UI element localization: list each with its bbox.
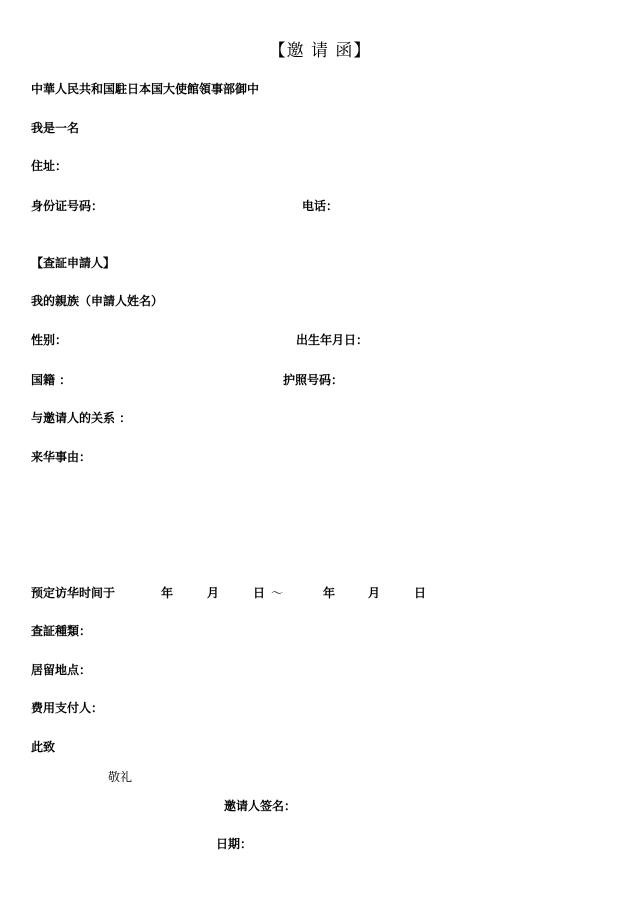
- applicant-nationality-label: 国籍 ：: [31, 373, 72, 387]
- visit-end-year: 年: [323, 586, 336, 600]
- visit-period-label: 预定访华时间于: [31, 586, 116, 600]
- visit-range-tilde: ～: [271, 586, 284, 600]
- inviter-id-label: 身份证号码：: [31, 199, 104, 213]
- closing-jing-li: 敬礼: [108, 770, 133, 784]
- applicant-heading: 【查証申請人】: [31, 256, 116, 270]
- signature-label: 邀请人签名：: [224, 799, 297, 813]
- visit-start-day: 日: [253, 586, 266, 600]
- applicant-birth-label: 出生年月日：: [296, 333, 369, 347]
- visit-start-month: 月: [207, 586, 220, 600]
- date-label: 日期：: [216, 837, 253, 851]
- closing-ci-zhi: 此致: [31, 740, 56, 754]
- inviter-intro: 我是一名: [31, 121, 80, 135]
- inviter-address-label: 住址：: [31, 159, 68, 173]
- inviter-phone-label: 电话：: [302, 199, 339, 213]
- applicant-relation-label: 与邀请人的关系 ：: [31, 411, 132, 425]
- applicant-gender-label: 性别：: [31, 333, 68, 347]
- visit-start-year: 年: [161, 586, 174, 600]
- applicant-relative-label: 我的親族（申請人姓名）: [31, 294, 164, 308]
- addressee: 中華人民共和国駐日本国大使館領事部御中: [31, 82, 260, 96]
- applicant-purpose-label: 来华事由：: [31, 450, 92, 464]
- payer-label: 费用支付人：: [31, 701, 104, 715]
- visit-end-month: 月: [368, 586, 381, 600]
- applicant-passport-label: 护照号码：: [283, 373, 344, 387]
- document-title: 【邀 请 函】: [268, 41, 372, 61]
- visa-type-label: 查証種類：: [31, 624, 92, 638]
- stay-place-label: 居留地点：: [31, 663, 92, 677]
- visit-end-day: 日: [414, 586, 427, 600]
